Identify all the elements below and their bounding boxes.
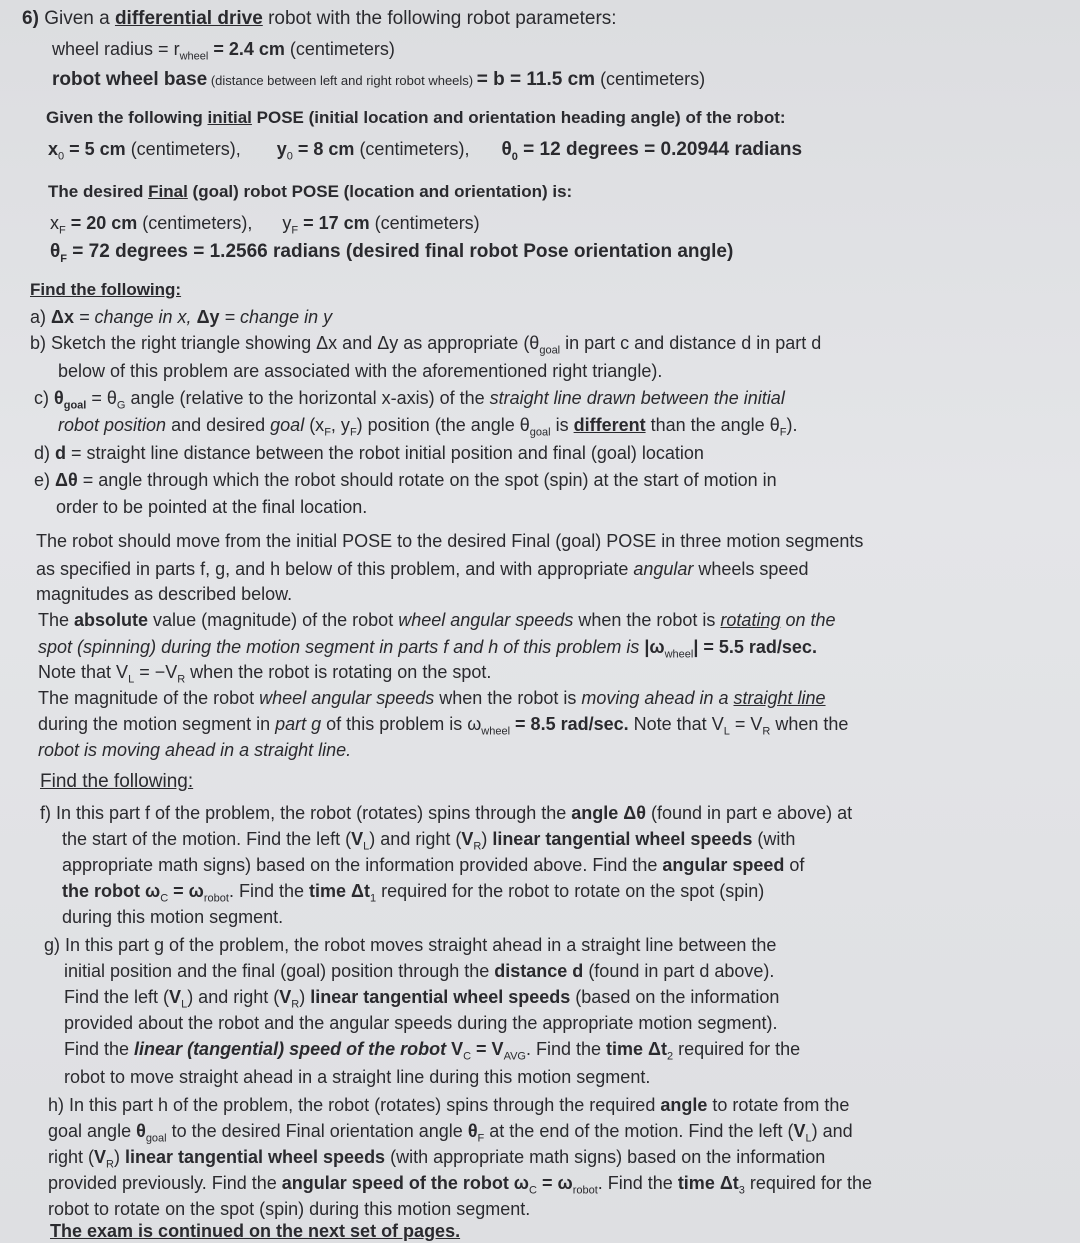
item-g-line6: robot to move straight ahead in a straight line during this motion segment. (64, 1067, 651, 1087)
item-f-line4: the robot $\omega_C = \omega_{robot}$. Find the time $\Delta t_1$ required for the robot to rotate on the spot (spin) (62, 881, 765, 905)
item-g-line4: provided about the robot and the angular speeds during the appropriate motion segment). (64, 1013, 778, 1033)
motion-para3-line1: The magnitude of the robot wheel angular speeds when the robot is moving ahead in a straight line (38, 688, 826, 708)
find-heading-2: Find the following: (40, 771, 194, 792)
item-g-line1: g) In this part g of the problem, the robot moves straight ahead in a straight line between the (44, 935, 777, 955)
item-f-line1: f) In this part f of the problem, the robot (rotates) spins through the angle Δθ (found in part e above) at (40, 803, 853, 823)
item-g-line3: Find the left $(V_L)$ and right $(V_R)$ linear tangential wheel speeds (based on the information (64, 987, 780, 1011)
item-h-line1: h) In this part h of the problem, the robot (rotates) spins through the required angle to rotate from the (48, 1095, 850, 1115)
xf-value: $x_F = 20$ cm (centimeters), (50, 213, 253, 237)
item-d: d) d = straight line distance between the robot initial position and final (goal) location (34, 443, 704, 463)
item-g-line2: initial position and the final (goal) position through the distance d (found in part d above). (64, 961, 775, 981)
item-h-line4: provided previously. Find the angular speed of the robot $\omega_C = \omega_{robot}$. Find the time $\Delta t_3$ required for the (48, 1173, 872, 1197)
motion-para3-line3: robot is moving ahead in a straight line. (38, 740, 352, 760)
y0-value: $y_0 = 8$ cm (centimeters), (276, 139, 470, 163)
item-c-line2: robot position and desired goal ($x_F$, $y_F$) position (the angle $\theta_{goal}$ is different than the angle $\theta_F$). (58, 415, 798, 439)
item-h-line2: goal angle $\theta_{goal}$ to the desired Final orientation angle $\theta_F$ at the end of the motion. Find the left $(V_L)$ and (48, 1121, 853, 1145)
thetaf-value: $\theta_F = 72$ degrees = 1.2566 radians (desired final robot Pose orientation angle) (50, 241, 734, 265)
motion-para1-line2: as specified in parts f, g, and h below of this problem, and with appropriate angular wheels speed (36, 559, 809, 579)
item-e-line1: e) Δθ = angle through which the robot should rotate on the spot (spin) at the start of motion in (34, 470, 777, 490)
item-b-line2: below of this problem are associated with the aforementioned right triangle). (58, 361, 663, 381)
item-g-line5: Find the linear (tangential) speed of the robot $V_C = V_{AVG}$. Find the time $\Delta t_2$ required for the (64, 1039, 801, 1063)
initial-pose-values (48, 138, 802, 161)
motion-para1-line3: magnitudes as described below. (36, 584, 293, 604)
problem-heading: 6) Given a differential drive robot with the following robot parameters: (22, 8, 617, 29)
item-h-line3: right $(V_R)$ linear tangential wheel speeds (with appropriate math signs) based on the information (48, 1147, 826, 1171)
final-pose-heading: The desired Final (goal) robot POSE (location and orientation) is: (48, 182, 573, 201)
item-f-line5: during this motion segment. (62, 907, 284, 927)
motion-para3-line2: during the motion segment in part g of this problem is $\omega_{wheel} = 8.5$ rad/sec. Note that $V_L = V_R$ when the (38, 714, 849, 738)
motion-para2-line2: spot (spinning) during the motion segment in parts f and h of this problem is $|\omega_{wheel}| = 5.5$ rad/sec. (38, 637, 817, 661)
continued-footer: The exam is continued on the next set of pages. (50, 1221, 461, 1241)
initial-pose-heading: Given the following initial POSE (initial location and orientation heading angle) of the robot: (46, 108, 786, 127)
wheel-radius-line: wheel radius = $r_{wheel} = 2.4$ cm (centimeters) (52, 39, 395, 63)
item-e-line2: order to be pointed at the final location. (56, 497, 368, 517)
yf-value: $y_F = 17$ cm (centimeters) (282, 213, 480, 237)
final-pose-values (50, 212, 480, 237)
item-a: a) Δx = change in x, Δy = change in y (30, 307, 333, 327)
item-c-line1: c) $\theta_{goal} = \theta_G$ angle (relative to the horizontal x-axis) of the straight line drawn between the initial (34, 388, 785, 412)
motion-para1-line1: The robot should move from the initial POSE to the desired Final (goal) POSE in three motion segments (36, 531, 864, 551)
item-f-line3: appropriate math signs) based on the information provided above. Find the angular speed of (62, 855, 805, 875)
motion-para2-line1: The absolute value (magnitude) of the robot wheel angular speeds when the robot is rotating on the (38, 610, 836, 630)
item-b-line1: b) Sketch the right triangle showing Δx and Δy as appropriate ($\theta_{goal}$ in part c and distance d in part d (30, 333, 822, 357)
item-f-line2: the start of the motion. Find the left $(V_L)$ and right $(V_R)$ linear tangential wheel speeds (with (62, 829, 796, 853)
wheel-base-line: robot wheel base (distance between left and right robot wheels) = b = 11.5 cm (centimeters) (52, 69, 706, 90)
find-heading-1: Find the following: (30, 280, 182, 299)
item-h-line5: robot to rotate on the spot (spin) during this motion segment. (48, 1199, 531, 1219)
x0-value: $x_0 = 5$ cm (centimeters), (48, 139, 241, 163)
motion-para2-line3: Note that $V_L = -V_R$ when the robot is rotating on the spot. (38, 662, 492, 686)
theta0-value: $\theta_0 = 12$ degrees = 0.20944 radians (501, 139, 803, 163)
